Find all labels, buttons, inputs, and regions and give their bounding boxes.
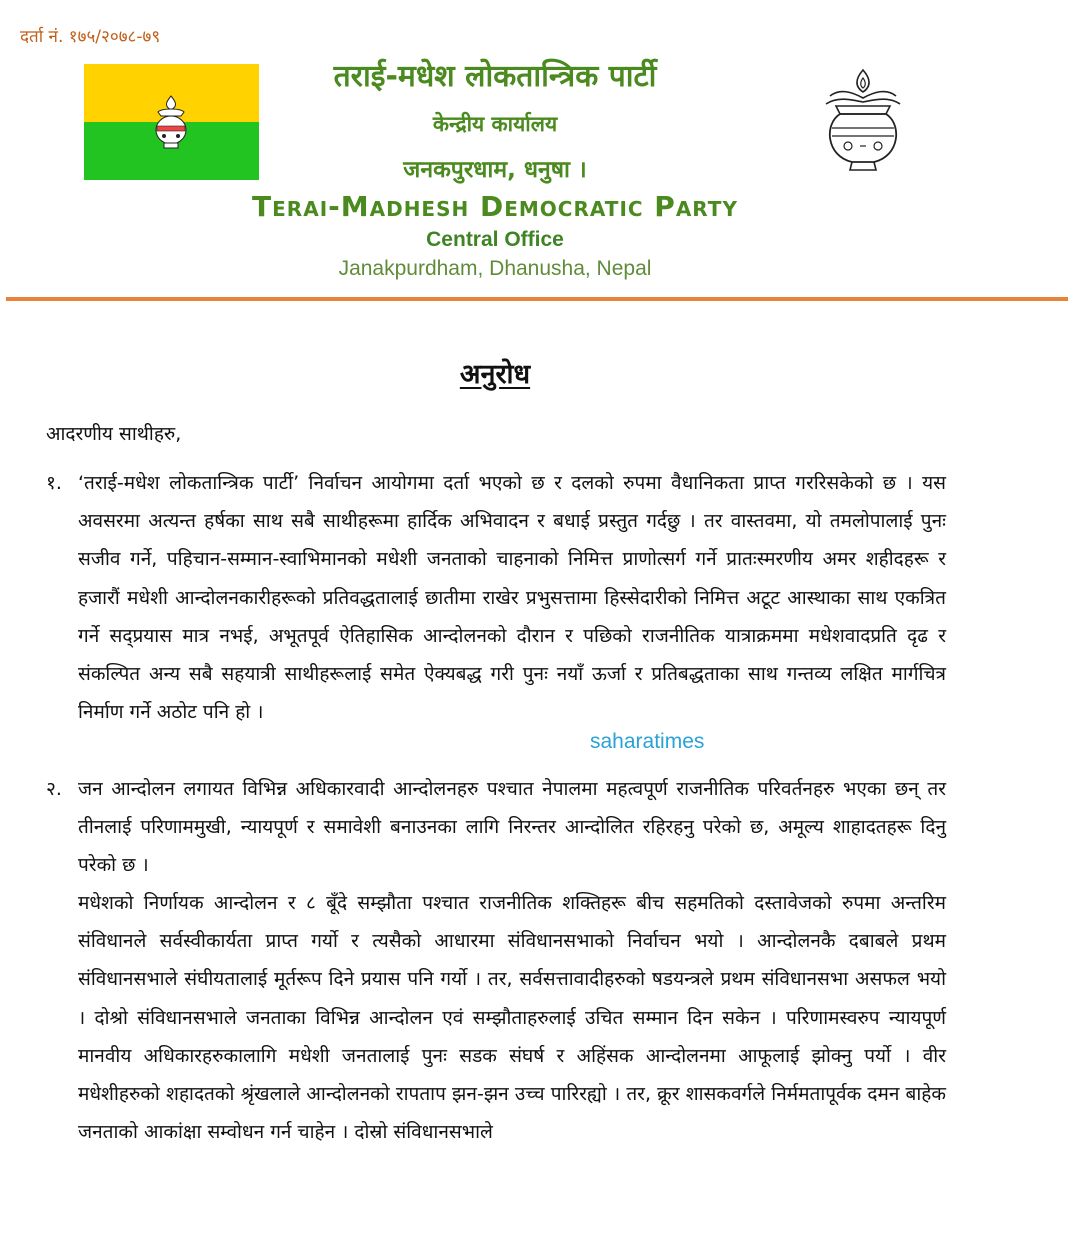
salutation: आदरणीय साथीहरु, (46, 423, 182, 445)
registration-number: दर्ता नं. १७५/२०७८-७९ (20, 27, 161, 47)
header-divider (6, 297, 1068, 301)
office-english: Central Office (426, 228, 564, 251)
paragraph-item-1: ‘तराई-मधेश लोकतान्त्रिक पार्टी’ निर्वाचन आयोगमा दर्ता भएको छ र दलको रुपमा वैधानिकता प्राप्त गररिसकेको छ । यस अवसरमा अत्यन्त हर्षका साथ सबै साथीहरूमा हार्दिक अभिवादन र बधाई प्रस्तुत गर्दछु । तर वास्तवमा, यो तमलोपालाई पुनः सजीव गर्ने, पहिचान-सम्मान-स्वाभिमानको मधेशी जनताको चाहनाको निमित्त प्राणोत्सर्ग गर्ने प्रातःस्मरणीय अमर शहीदहरू र हजारौं मधेशी आन्दोलनकारीहरूको प्रतिवद्धतालाई छातीमा राखेर प्रभुसत्तामा हिस्सेदारीको निमित्त अटूट आस्थाका साथ एकत्रित गर्ने सद्प्रयास मात्र नभई, अभूतपूर्व ऐतिहासिक आन्दोलनको दौरान र पछिको राजनीतिक यात्राक्रममा मधेशवादप्रति दृढ र संकल्पित अन्य सबै सहयात्री साथीहरूलाई समेत ऐक्यबद्ध गरी पुनः नयाँ ऊर्जा र प्रतिबद्धताका साथ गन्तव्य लक्षित मार्गचित्र निर्माण गर्ने अठोट पनि हो । (78, 472, 946, 724)
watermark: saharatimes (590, 730, 705, 753)
address-english: Janakpurdham, Dhanusha, Nepal (338, 257, 652, 280)
party-name-english: Terai-Madhesh Democratic Party (252, 190, 738, 223)
party-name-nepali: तराई-मधेश लोकतान्त्रिक पार्टी (333, 59, 657, 94)
paragraph-item-2: जन आन्दोलन लगायत विभिन्न अधिकारवादी आन्दोलनहरु पश्चात नेपालमा महत्वपूर्ण राजनीतिक परिवर्तनहरु भएका छन् तर तीनलाई परिणाममुखी, न्यायपूर्ण र समावेशी बनाउनका लागि निरन्तर आन्दोलित रहिरहनु परेको छ, अमूल्य शाहादतहरू दिनु परेको छ । (78, 778, 946, 877)
office-nepali: केन्द्रीय कार्यालय (432, 112, 558, 136)
document-title: अनुरोध (459, 359, 531, 390)
item-number: २. (46, 778, 62, 800)
paragraph-item-2-continuation: मधेशको निर्णायक आन्दोलन र ८ बूँदे सम्झौता पश्चात राजनीतिक शक्तिहरू बीच सहमतिको दस्तावेजको रुपमा अन्तरिम संविधानले सर्वस्वीकार्यता प्राप्त गर्यो र त्यसैको आधारमा संविधानसभाको निर्वाचन भयो । आन्दोलनकै दबाबले प्रथम संविधानसभाले संघीयतालाई मूर्तरूप दिने प्रयास पनि गर्यो । तर, सर्वसत्तावादीहरुको षडयन्त्रले प्रथम संविधानसभा असफल भयो । दोश्रो संविधानसभाले जनताका विभिन्न आन्दोलन एवं सम्झौताहरुलाई उचित सम्मान दिन सकेन । परिणामस्वरुप न्यायपूर्ण मानवीय अधिकारहरुकालागि मधेशी जनतालाई पुनः सडक संघर्ष र अहिंसक आन्दोलनमा आफूलाई झोक्नु पर्यो । वीर मधेशीहरुको शहादतको श्रृंखलाले आन्दोलनको रापताप झन-झन उच्च पारिरह्यो । तर, क्रूर शासकवर्गले निर्ममतापूर्वक दमन बाहेक जनताको आकांक्षा सम्वोधन गर्न चाहेन । दोस्रो संविधानसभाले (78, 892, 946, 1144)
address-nepali: जनकपुरधाम, धनुषा । (403, 157, 587, 183)
item-number: १. (46, 472, 62, 494)
